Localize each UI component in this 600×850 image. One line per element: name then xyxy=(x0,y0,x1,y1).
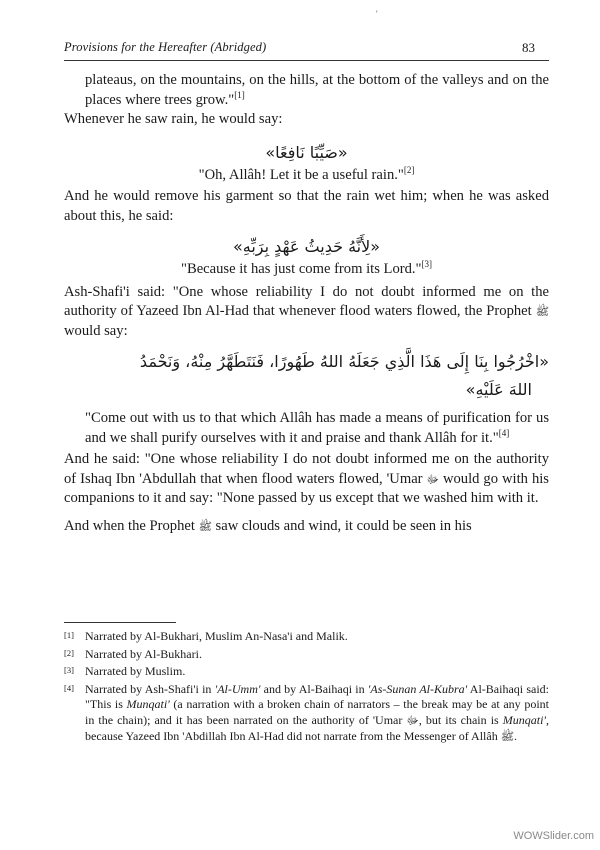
footnote: [3] Narrated by Muslim. xyxy=(64,664,186,679)
translation-quote: "Oh, Allâh! Let it be a useful rain."[2] xyxy=(198,164,415,183)
paragraph-clouds: And when the Prophet ﷺ saw clouds and wind, it could be seen in his xyxy=(64,517,472,534)
footnote-marker: [4] xyxy=(64,682,74,693)
watermark: WOWSlider.com xyxy=(513,830,594,842)
honorific-icon: ﷺ xyxy=(198,519,212,533)
honorific-icon: ﷺ xyxy=(535,305,549,318)
running-header-title: Provisions for the Hereafter (Abridged) xyxy=(64,40,267,54)
honorific-icon: ﷻ xyxy=(426,472,439,486)
footnote: [1] Narrated by Al-Bukhari, Muslim An-Nasa'i and Malik. xyxy=(64,629,348,643)
footnote: [4] Narrated by Ash-Shafi'i in 'Al-Umm' and by Al-Baihaqi in 'As-Sunan Al-Kubra' Al-Baihaqi said: "This is Munqati' (a narration with a broken chain of narrators – the break may be at any point in the chain); and it has been narrated on the authority of 'Umar ﷻ, but its chain is Munqati', because Yazeed Ibn 'Abdillah Ibn Al-Had did not narrate from the Messenger of Allâh ﷺ. xyxy=(64,681,549,743)
scan-mark: ' xyxy=(376,9,378,19)
page-number: 83 xyxy=(522,40,535,55)
honorific-icon: ﷺ xyxy=(500,729,515,743)
honorific-icon: ﷻ xyxy=(406,713,419,727)
footnote-reference: [2] xyxy=(403,164,415,175)
footnote-reference: [4] xyxy=(498,427,510,438)
paragraph-continuation: plateaus, on the mountains, on the hills, at the bottom of the valleys and on the places where trees grow."[1] xyxy=(85,72,549,108)
footnote: [2] Narrated by Al-Bukhari. xyxy=(64,646,202,661)
footnote-marker: [3] xyxy=(64,665,74,676)
translation-quote: "Come out with us to that which Allâh has made a means of purification for us and we shall purify ourselves with it and praise and thank Allâh for it."[4] xyxy=(85,410,549,446)
arabic-supplication: «صَيِّبًا نَافِعًا» xyxy=(265,142,348,162)
translation-quote: "Because it has just come from its Lord."[3] xyxy=(181,259,432,277)
paragraph-garment: And he would remove his garment so that the rain wet him; when he was asked about this, he said: xyxy=(64,188,549,224)
footnote-rule xyxy=(64,622,176,623)
header-rule xyxy=(64,60,549,61)
main-text xyxy=(64,71,549,536)
footnotes xyxy=(64,629,549,746)
footnote-marker: [2] xyxy=(64,647,74,658)
footnote-reference: [1] xyxy=(234,89,245,100)
arabic-hadith-long: «اخْرُجُوا بِنَا إِلَى هَذَا الَّذِي جَعَلَهُ اللهُ طَهُورًا، فَنَتَطَهَّرُ مِنْهُ، وَنَحْمَدُ اللهَ عَلَيْهِ» xyxy=(139,352,549,399)
paragraph-rain: Whenever he saw rain, he would say: xyxy=(64,111,283,127)
arabic-hadith: «لِأَنَّهُ حَدِيثُ عَهْدٍ بِرَبِّهِ» xyxy=(232,237,381,256)
paragraph-shafii: Ash-Shafi'i said: "One whose reliability I do not doubt informed me on the authority of Yazeed Ibn Al-Had that whenever flood waters flowed, the Prophet ﷺ would say: xyxy=(64,283,549,339)
footnote-reference: [3] xyxy=(421,259,432,270)
paragraph-umar: And he said: "One whose reliability I do not doubt informed me on the authority of Ishaq Ibn 'Abdullah that when flood waters flowed, 'Umar ﷻ would go with his companions to it and say: "None passed by us except that we washed him with it. xyxy=(64,451,549,506)
footnote-marker: [1] xyxy=(64,630,74,640)
